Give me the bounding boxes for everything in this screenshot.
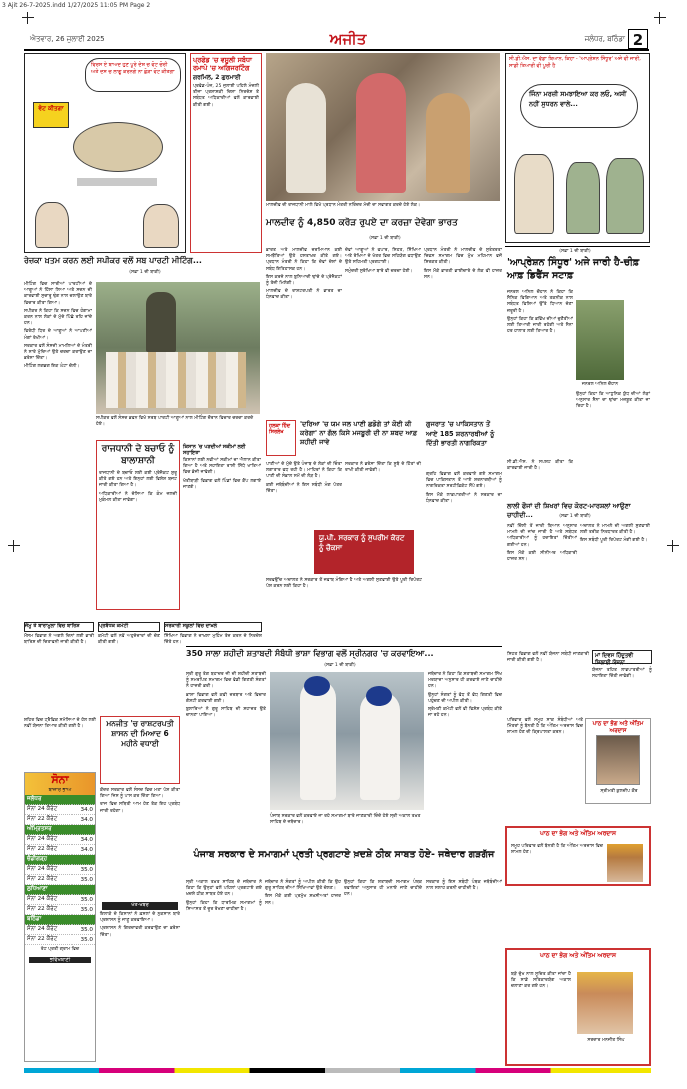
tag-label: ਖੇਤ-ਖਬਰ <box>102 902 178 910</box>
rate-value: 34.0 <box>72 815 95 825</box>
rate-group <box>25 885 95 915</box>
gold-title: ਸੋਨਾ <box>51 773 69 786</box>
story-body: ਮੀਟਿੰਗ ਵਿਚ ਸਾਰੀਆਂ ਪਾਰਟੀਆਂ ਦੇ ਆਗੂਆਂ ਨੇ ਹਿੱਸਾ ਲਿਆ ਅਤੇ ਸਦਨ ਦੀ ਕਾਰਵਾਈ ਸੁਚਾਰੂ ਢੰਗ ਨਾਲ ਚਲਾਉਣ ਬਾਰੇ ਵਿਚਾਰ ਕੀਤਾ ਗਿਆ। ਸਪੀਕਰ ਨੇ ਕਿਹਾ ਕਿ ਸਦਨ ਵਿਚ ਹੰਗਾਮਾ ਕਰਨ ਨਾਲ ਲੋਕਾਂ ਦੇ ਮੁੱਦੇ ਪਿੱਛੇ ਰਹਿ ਜਾਂਦੇ ਹਨ। ਵਿਰੋਧੀ ਧਿਰ ਦੇ ਆਗੂਆਂ ਨੇ ਆਪਣੀਆਂ ਮੰਗਾਂ ਰੱਖੀਆਂ। ਸਰਕਾਰ ਵਲੋਂ ਸੰਸਦੀ ਮਾਮਲਿਆਂ ਦੇ ਮੰਤਰੀ ਨੇ ਸਾਰੇ ਮੁੱਦਿਆਂ ਉਤੇ ਚਰਚਾ ਕਰਾਉਣ ਦਾ ਭਰੋਸਾ ਦਿੱਤਾ। ਮੀਟਿੰਗ ਲਗਭਗ ਇਕ ਘੰਟਾ ਚੱਲੀ। <box>24 282 92 370</box>
right-lower-headline: ਮਾਂ ਦਿਵਸ ਹਿੰਦੂਤਵੀ ਸਿਲਾਈ ਯੋਜਨਾ ... <box>592 650 652 664</box>
headline: ਮਨਜੀਤ 'ਚ ਰਾਸ਼ਟਰਪਤੀ ਸ਼ਾਸਨ ਦੀ ਮਿਆਦ 6 ਮਹੀਨੇ ਵਧਾਈ <box>106 719 174 748</box>
gold-subtitle: ਬਾਜ਼ਾਰ ਭਾਅ <box>48 787 72 793</box>
quote-headline: 'ਦਰਿਆ 'ਚ ਯਮ ਜਲ ਪਾਣੀ ਛਡੋਗੇ ਤਾਂ ਕੋਈ ਕੀ ਕਰੇਗਾ' ਨਾ ਗੱਲ ਕਿਸੇ ਮਜਬੂਰੀ ਦੀ ਨਾ ਸ਼ਬਦ ਆਫ਼ ਸ਼ਹੀਦੀ ਜਾਵੇ <box>300 420 418 446</box>
rate-group-name: ਜਲੰਧਰ <box>25 795 95 805</box>
ad-obituary-2 <box>505 826 651 886</box>
label-box: ਹਲਕਾ ਹਿੰਦ ਸਿਰਲੇਖ <box>266 420 296 456</box>
photo-caption: ਪੰਜਾਬ ਸਰਕਾਰ ਵਲੋਂ ਕਰਵਾਏ ਜਾ ਰਹੇ ਸਮਾਗਮਾਂ ਬਾਰੇ ਜਾਣਕਾਰੀ ਦਿੰਦੇ ਹੋਏ ਸ੍ਰੀ ਅਕਾਲ ਤਖ਼ਤ ਸਾਹਿਬ ਦੇ ਜਥੇਦਾਰ। <box>270 814 421 825</box>
registration-mark <box>8 540 20 552</box>
gold-rates-header <box>25 773 95 795</box>
photo-caption: ਮਾਲਦੀਵ ਦੀ ਰਾਜਧਾਨੀ ਮਾਲੇ ਵਿਖੇ ਪ੍ਰਧਾਨ ਮੰਤਰੀ ਨਰਿੰਦਰ ਮੋਦੀ ਦਾ ਸਵਾਗਤ ਕਰਦੇ ਹੋਏ ਲੋਕ। <box>266 203 421 208</box>
color-bar <box>24 1068 651 1073</box>
photo-caption: ਜਨਰਲ ਅਨਿਲ ਚੌਹਾਨ <box>581 382 619 387</box>
crowd-drawing <box>73 122 163 172</box>
story-meeting <box>190 53 262 253</box>
story-body: ਸੀ.ਡੀ.ਐਸ. ਨੇ ਸਪਸ਼ਟ ਕੀਤਾ ਕਿ ਕਾਰਵਾਈ ਜਾਰੀ ਹੈ। <box>507 460 573 472</box>
story-body: ਸ੍ਰੀ ਗੁਰੂ ਤੇਗ ਬਹਾਦਰ ਜੀ ਦੀ ਸ਼ਹੀਦੀ ਸ਼ਤਾਬਦੀ ਨੂੰ ਸਮਰਪਿਤ ਸਮਾਗਮ ਵਿਚ ਵੱਡੀ ਗਿਣਤੀ ਸੰਗਤਾਂ ਨੇ ਹਾਜ਼ਰੀ ਭਰੀ। ਭਾਸ਼ਾ ਵਿਭਾਗ ਵਲੋਂ ਕਵੀ ਦਰਬਾਰ ਅਤੇ ਵਿਚਾਰ ਗੋਸ਼ਟੀ ਕਰਵਾਈ ਗਈ। ਬੁਲਾਰਿਆਂ ਨੇ ਗੁਰੂ ਸਾਹਿਬ ਦੀ ਸ਼ਹਾਦਤ ਉਤੇ ਚਾਨਣਾ ਪਾਇਆ। <box>186 672 266 719</box>
rate-group-name: ਬਠਿੰਡਾ <box>25 915 95 925</box>
figure-drawing <box>566 162 600 234</box>
srinagar-photo <box>270 672 424 810</box>
rate-group <box>25 825 95 855</box>
story-body: ਸ੍ਰੀ ਅਕਾਲ ਤਖ਼ਤ ਸਾਹਿਬ ਦੇ ਜਥੇਦਾਰ ਨੇ ਕਿਹਾ ਕਿ ਉਨ੍ਹਾਂ ਵਲੋਂ ਪਹਿਲਾਂ ਪ੍ਰਗਟਾਏ ਗਏ ਖ਼ਦਸ਼ੇ ਠੀਕ ਸਾਬਤ ਹੋਏ ਹਨ। ਉਨ੍ਹਾਂ ਕਿਹਾ ਕਿ ਧਾਰਮਿਕ ਸਮਾਗਮਾਂ ਨੂੰ ਸਿਆਸਤ ਤੋਂ ਦੂਰ ਰੱਖਣਾ ਚਾਹੀਦਾ ਹੈ। <box>186 880 262 912</box>
ad-header: ਪਾਠ ਦਾ ਭੋਗ ਅਤੇ ਅੰਤਿਮ ਅਰਦਾਸ <box>592 721 644 734</box>
story-body: ਨਵੀਂ ਦਿੱਲੀ ਤੋਂ ਜਾਰੀ ਬਿਆਨ ਅਨੁਸਾਰ ਮਾਮਲੇ ਦੀ ਜਾਂਚ ਜਾਰੀ ਹੈ ਅਤੇ ਸਬੰਧਤ ਅਧਿਕਾਰੀਆਂ ਨੂੰ ਹਦਾਇਤਾਂ ਦਿੱਤੀਆਂ ਗਈਆਂ ਹਨ। ਇਸ ਮੌਕੇ ਕਈ ਸੀਨੀਅਰ ਅਧਿਕਾਰੀ ਹਾਜ਼ਰ ਸਨ। <box>507 524 577 563</box>
story-body: ਪ੍ਰਧਾਨ ਮੰਤਰੀ ਨੇ ਮਾਲਦੀਵ ਦੇ ਸੁਤੰਤਰਤਾ ਦਿਵਸ ਸਮਾਗਮ ਵਿਚ ਮੁੱਖ ਮਹਿਮਾਨ ਵਜੋਂ ਸ਼ਿਰਕਤ ਕੀਤੀ। ਇਸ ਮੌਕੇ ਭਾਰਤੀ ਭਾਈਚਾਰੇ ਦੇ ਲੋਕ ਵੀ ਹਾਜ਼ਰ ਸਨ। <box>424 248 502 280</box>
jump-line: (ਸਫ਼ਾ 1 ਦੀ ਬਾਕੀ) <box>559 514 591 519</box>
rate-group <box>25 795 95 825</box>
ad-obituary-3 <box>505 948 651 1066</box>
jump-line: (ਸਫ਼ਾ 1 ਦੀ ਬਾਕੀ) <box>129 270 161 275</box>
cartoon-header: ਸੀ.ਡੀ.ਐਸ. ਦਾ ਵੱਡਾ ਬਿਆਨ, ਕਿਹਾ - 'ਆਪ੍ਰੇਸ਼ਨ ਸਿੰਧੂਰ' ਅਜੇ ਵੀ ਜਾਰੀ, ਸਾਡੀ ਤਿਆਰੀ ਵੀ ਪੂਰੀ ਹੈ <box>509 56 641 69</box>
gold-footer: ਰੇਟ ਪ੍ਰਤੀ ਗ੍ਰਾਮ ਵਿਚ <box>40 947 80 952</box>
story-body: ਸਰਕਾਰ ਨੂੰ ਇਸ ਸਬੰਧੀ ਪੰਥਕ ਜਥੇਬੰਦੀਆਂ ਨਾਲ ਸਲਾਹ ਕਰਨੀ ਚਾਹੀਦੀ ਹੈ। <box>426 880 502 892</box>
figure-drawing <box>606 158 644 234</box>
story-body: ਅਦਾਲਤ ਨੇ ਮਾਮਲੇ ਦੀ ਅਗਲੀ ਸੁਣਵਾਈ ਲਈ ਤਰੀਕ ਨਿਰਧਾਰਤ ਕੀਤੀ ਹੈ। ਇਸ ਸਬੰਧੀ ਪੂਰੀ ਰਿਪੋਰਟ ਮੰਗੀ ਗਈ ਹੈ। <box>580 524 650 544</box>
rate-label: ਸੋਨਾ 22 ਕੈਰੇਟ <box>25 815 72 825</box>
story-body: ਉਨ੍ਹਾਂ ਕਿਹਾ ਕਿ ਆਧੁਨਿਕ ਯੁੱਧ ਦੀਆਂ ਲੋੜਾਂ ਅਨੁਸਾਰ ਸੈਨਾ ਦਾ ਢਾਂਚਾ ਮਜ਼ਬੂਤ ਕੀਤਾ ਜਾ ਰਿਹਾ ਹੈ। <box>576 392 650 410</box>
ad-body: ਬੜੇ ਦੁੱਖ ਨਾਲ ਸੂਚਿਤ ਕੀਤਾ ਜਾਂਦਾ ਹੈ ਕਿ ਸਾਡੇ ਸਤਿਕਾਰਯੋਗ ਅਕਾਲ ਚਲਾਣਾ ਕਰ ਗਏ ਹਨ। <box>511 972 571 990</box>
story-body: ਭਾਰਤ ਅਤੇ ਮਾਲਦੀਵ ਦਰਮਿਆਨ ਕਈ ਸਮਝੌਤਿਆਂ ਉਤੇ ਹਸਤਾਖ਼ਰ ਕੀਤੇ ਗਏ। ਪ੍ਰਧਾਨ ਮੰਤਰੀ ਨੇ ਕਿਹਾ ਕਿ ਦੋਵਾਂ ਦੇਸ਼ਾਂ ਦੇ ਸਬੰਧ ਇਤਿਹਾਸਕ ਹਨ। ਇਸ ਕਰਜ਼ੇ ਨਾਲ ਬੁਨਿਆਦੀ ਢਾਂਚੇ ਦੇ ਪ੍ਰੋਜੈਕਟਾਂ ਨੂੰ ਤੇਜ਼ੀ ਮਿਲੇਗੀ। ਮਾਲਦੀਵ ਦੇ ਰਾਸ਼ਟਰਪਤੀ ਨੇ ਭਾਰਤ ਦਾ ਧੰਨਵਾਦ ਕੀਤਾ। <box>266 248 342 301</box>
rate-value: 34.0 <box>72 805 95 815</box>
story-body: ਸਰਕਾਰ ਨੇ ਭਰੋਸਾ ਦਿੱਤਾ ਕਿ ਸੂਬੇ ਦੇ ਹਿੱਤਾਂ ਦੀ ਰਾਖੀ ਕੀਤੀ ਜਾਵੇਗੀ। <box>345 462 421 474</box>
story-body: ਕੇਂਦਰ ਸਰਕਾਰ ਵਲੋਂ ਸੰਸਦ ਵਿਚ ਮਤਾ ਪੇਸ਼ ਕੀਤਾ ਗਿਆ ਜਿਸ ਨੂੰ ਪਾਸ ਕਰ ਦਿੱਤਾ ਗਿਆ। ਰਾਜ ਵਿਚ ਸਥਿਤੀ ਆਮ ਹੋਣ ਤੱਕ ਇਹ ਪ੍ਰਬੰਧ ਜਾਰੀ ਰਹੇਗਾ। <box>100 788 180 814</box>
date-line: ਐਤਵਾਰ, 26 ਜੁਲਾਈ 2025 <box>30 35 105 43</box>
registration-mark <box>667 540 679 552</box>
supreme-badge: ਯੂ.ਪੀ. ਸਰਕਾਰ ਨੂੰ ਸੁਪਰੀਮ ਕੋਰਟ ਨੂੰ ਚੌਕਸਾ <box>314 530 414 574</box>
jump-line: (ਸਫ਼ਾ 1 ਦੀ ਬਾਕੀ) <box>369 236 401 241</box>
story-body: ਜਨਰਲ ਅਨਿਲ ਚੌਹਾਨ ਨੇ ਕਿਹਾ ਕਿ ਸੈਨਿਕ ਵਿਗਿਆਨ ਅਤੇ ਤਕਨੀਕ ਨਾਲ ਸਬੰਧਤ ਵਿਸ਼ਿਆਂ ਉੱਤੇ ਧਿਆਨ ਦੇਣਾ ਜ਼ਰੂਰੀ ਹੈ। ਉਨ੍ਹਾਂ ਕਿਹਾ ਕਿ ਭਵਿੱਖ ਦੀਆਂ ਚੁਣੌਤੀਆਂ ਲਈ ਤਿਆਰੀ ਜਾਰੀ ਰਹੇਗੀ ਅਤੇ ਸੈਨਾ ਹਰ ਹਾਲਾਤ ਲਈ ਤਿਆਰ ਹੈ। <box>507 290 573 335</box>
ad-body: ਸਮੂਹ ਪਰਿਵਾਰ ਵਲੋਂ ਬੇਨਤੀ ਹੈ ਕਿ ਅੰਤਿਮ ਅਰਦਾਸ ਵਿਚ ਸ਼ਾਮਲ ਹੋਣ। <box>511 844 603 856</box>
subhead: ਗਰਮਿਲ, 2 ਗੁਰਮਾਈ <box>193 74 241 81</box>
story-body: ਪ੍ਰਫੋਡ-ਪੰਜ, 25 ਜੁਲਾਈ ਪਹਿਲੇ ਮੰਜ਼ਲੀ ਤੀਜਾ ਪ੍ਰਸ਼ਾਸ਼ਕੀ ਦਿਸ਼ਾ ਨਿਰਦੇਸ਼ ਤੇ ਸਬੰਧਤ ਅਧਿਕਾਰੀਆਂ ਵਲੋਂ ਕਾਰਵਾਈ ਕੀਤੀ ਗਈ। <box>193 84 259 108</box>
bottom-headline: ਪੰਜਾਬ ਸਰਕਾਰ ਦੇ ਸਮਾਗਮਾਂ ਪ੍ਰਤੀ ਪ੍ਰਗਟਾਏ ਖ਼ਦਸ਼ੇ ਠੀਕ ਸਾਬਤ ਹੋਏ- ਜਥੇਦਾਰ ਗੜਗੱਜ <box>193 849 495 860</box>
story-body: ਜਥੇਦਾਰ ਨੇ ਸੰਗਤਾਂ ਨੂੰ ਅਪੀਲ ਕੀਤੀ ਕਿ ਉਹ ਗੁਰੂ ਸਾਹਿਬ ਦੀਆਂ ਸਿੱਖਿਆਵਾਂ ਉਤੇ ਚੱਲਣ। ਇਸ ਮੌਕੇ ਕਈ ਪ੍ਰਮੁੱਖ ਸ਼ਖ਼ਸੀਅਤਾਂ ਹਾਜ਼ਰ ਸਨ। <box>265 880 341 906</box>
ad-header: ਪਾਠ ਦਾ ਭੋਗ ਅਤੇ ਅੰਤਿਮ ਅਰਦਾਸ <box>540 830 616 837</box>
story-body: ਸ਼ਹਿਰ ਵਿਚ ਟ੍ਰੈਫ਼ਿਕ ਸਮੱਸਿਆ ਦੇ ਹੱਲ ਲਈ ਨਵੀਂ ਯੋਜਨਾ ਤਿਆਰ ਕੀਤੀ ਗਈ ਹੈ। <box>24 718 96 730</box>
rate-value: 35.0 <box>72 905 95 915</box>
ad-obituary-1 <box>585 718 651 804</box>
srinagar-headline: 350 ਸਾਲਾ ਸ਼ਹੀਦੀ ਸ਼ਤਾਬਦੀ ਸੰਬੰਧੀ ਭਾਸ਼ਾ ਵਿਭਾਗ ਵਲੋਂ ਸ੍ਰੀਨਗਰ 'ਚ ਕਰਵਾਇਆ... <box>186 649 434 658</box>
speech-bubble: ਵਿਰਸ ਏ ਬਾਅਦ ਹੁਣ ਪੂਰੇ ਦੇਸ਼ ਚ ਵੋਟ ਚੋਰੀ ਅਤੇ ਦਸ ਚ ਲਾਗੂ ਕਰਨਗੇ ਨਾ ਛੋੜਾ ਵੋਟ ਕੀਤਗਾ <box>85 58 181 92</box>
registration-mark <box>22 12 34 24</box>
rate-group <box>25 855 95 885</box>
box-title: ਕਿਸਾਨ 'ਚ ਪੜਦੀਆਂ ਸਕੀਮਾਂ ਲਈ ਸਹਾਇਤਾ <box>183 444 246 456</box>
story-body: ਸਰਵਉੱਚ ਅਦਾਲਤ ਨੇ ਸਰਕਾਰ ਤੋਂ ਜਵਾਬ ਮੰਗਿਆ ਹੈ ਅਤੇ ਅਗਲੀ ਸੁਣਵਾਈ ਉਤੇ ਪੂਰੀ ਰਿਪੋਰਟ ਪੇਸ਼ ਕਰਨ ਲਈ ਕਿਹਾ ਹੈ। <box>266 578 422 590</box>
headline: ਰਾਜਧਾਨੀ ਦੇ ਬਚਾਓ ਨੂੰ ਬਾਲਾਸ਼ਾਨੀ <box>101 444 175 466</box>
kicker: (ਸਫ਼ਾ 1 ਦੀ ਬਾਕੀ) <box>559 249 591 254</box>
rate-value: 35.0 <box>72 865 95 875</box>
story-body: ਸਿਹਤ ਵਿਭਾਗ ਵਲੋਂ ਨਵੀਂ ਯੋਜਨਾ ਸਬੰਧੀ ਜਾਣਕਾਰੀ ਜਾਰੀ ਕੀਤੀ ਗਈ ਹੈ। <box>507 652 589 664</box>
rate-label: ਸੋਨਾ 22 ਕੈਰੇਟ <box>25 845 72 855</box>
rate-label: ਸੋਨਾ 22 ਕੈਰੇਟ <box>25 935 72 945</box>
rate-label: ਸੋਨਾ 24 ਕੈਰੇਟ <box>25 835 72 845</box>
story-body: ਸਿੱਖਿਆ ਵਿਭਾਗ ਨੇ ਦਾਖ਼ਲਾ ਮੁਹਿੰਮ ਤੇਜ਼ ਕਰਨ ਦੇ ਨਿਰਦੇਸ਼ ਦਿੱਤੇ ਹਨ। <box>164 634 262 646</box>
rate-label: ਸੋਨਾ 24 ਕੈਰੇਟ <box>25 925 72 935</box>
story-capital <box>96 440 180 610</box>
rate-value: 35.0 <box>72 925 95 935</box>
small-headline-box: ਪ੍ਰਬੰਧਕ ਕਮੇਟੀ <box>98 622 160 632</box>
portrait-photo <box>596 735 640 785</box>
rate-value: 34.0 <box>72 835 95 845</box>
story-body: ਇਲਾਕੇ ਦੇ ਕਿਸਾਨਾਂ ਨੇ ਫ਼ਸਲਾਂ ਦੇ ਨੁਕਸਾਨ ਬਾਰੇ ਪ੍ਰਸ਼ਾਸਨ ਨੂੰ ਜਾਣੂ ਕਰਵਾਇਆ। ਪ੍ਰਸ਼ਾਸਨ ਨੇ ਗਿਰਦਾਵਰੀ ਕਰਵਾਉਣ ਦਾ ਭਰੋਸਾ ਦਿੱਤਾ। <box>100 912 180 938</box>
right-mid-headline: ਲਾਲੀ ਫੌਜਾਂ ਦੀ ਸ਼ਿਖਰਾਂ ਵਿਚ ਕੋਰਟ-ਮਾਰਸ਼ਲਾਂ ਆਉਣਾ ਚਾਹੀਦੀ... <box>507 502 631 519</box>
rate-value: 35.0 <box>72 875 95 885</box>
rate-value: 35.0 <box>72 895 95 905</box>
story-body: ਪਾਣੀਆਂ ਦੇ ਮੁੱਦੇ ਉਤੇ ਪੰਜਾਬ ਦੇ ਲੋਕਾਂ ਦੀ ਚਿੰਤਾ ਲਗਾਤਾਰ ਵਧ ਰਹੀ ਹੈ। ਮਾਹਿਰਾਂ ਨੇ ਕਿਹਾ ਕਿ ਪਾਣੀ ਦੀ ਸੰਭਾਲ ਸਮੇਂ ਦੀ ਲੋੜ ਹੈ। ਕਈ ਜਥੇਬੰਦੀਆਂ ਨੇ ਇਸ ਸਬੰਧੀ ਮੰਗ ਪੱਤਰ ਦਿੱਤਾ। <box>266 462 342 494</box>
portrait-photo <box>577 972 633 1034</box>
ad-body: ਪਰਿਵਾਰ ਵਲੋਂ ਸਮੂਹ ਸਾਕ ਸੰਬੰਧੀਆਂ ਅਤੇ ਮਿੱਤਰਾਂ ਨੂੰ ਬੇਨਤੀ ਹੈ ਕਿ ਅੰਤਿਮ ਅਰਦਾਸ ਵਿਚ ਸ਼ਾਮਲ ਹੋਣ ਦੀ ਕ੍ਰਿਪਾਲਤਾ ਕਰਨ। <box>507 718 583 736</box>
cartoon-right <box>505 53 650 243</box>
rate-label: ਸੋਨਾ 22 ਕੈਰੇਟ <box>25 875 72 885</box>
masthead: ਅਜੀਤ <box>329 30 367 48</box>
forecast-label: ਭਵਿੱਖਬਾਣੀ <box>29 957 91 963</box>
story-body: ਯੋਜਨਾ ਤਹਿਤ ਲਾਭਪਾਤਰੀਆਂ ਨੂੰ ਸਹਾਇਤਾ ਦਿੱਤੀ ਜਾਵੇਗੀ। <box>592 668 652 680</box>
name-caption: ਸਰਦਾਰ ਮਨਜੀਤ ਸਿੰਘ <box>587 1038 625 1043</box>
header-rule <box>24 49 649 51</box>
rate-label: ਸੋਨਾ 24 ਕੈਰੇਟ <box>25 805 72 815</box>
rate-group <box>25 915 95 945</box>
page-number: 2 <box>628 29 648 49</box>
story-body: ਗ੍ਰਹਿ ਵਿਭਾਗ ਵਲੋਂ ਕਰਵਾਏ ਗਏ ਸਮਾਗਮ ਵਿਚ ਪਾਕਿਸਤਾਨ ਤੋਂ ਆਏ ਸ਼ਰਨਾਰਥੀਆਂ ਨੂੰ ਨਾਗਰਿਕਤਾ ਸਰਟੀਫ਼ਿਕੇਟ ਸੌਂਪੇ ਗਏ। ਇਸ ਮੌਕੇ ਲਾਭਪਾਤਰੀਆਂ ਨੇ ਸਰਕਾਰ ਦਾ ਧੰਨਵਾਦ ਕੀਤਾ। <box>426 472 502 504</box>
rate-label: ਸੋਨਾ 24 ਕੈਰੇਟ <box>25 865 72 875</box>
rate-label: ਸੋਨਾ 22 ਕੈਰੇਟ <box>25 905 72 915</box>
story-left-small <box>100 716 180 784</box>
small-headline-box: ਸਰਕਾਰੀ ਸਕੂਲਾਂ ਵਿਚ ਦਾਖ਼ਲੇ <box>164 622 262 632</box>
pakistan-headline: ਗੁਜਰਾਤ 'ਚ ਪਾਕਿਸਤਾਨ ਤੋਂ ਆਏ 185 ਸ਼ਰਨਾਰਥੀਆਂ ਨੂੰ ਦਿੱਤੀ ਭਾਰਤੀ ਨਾਗਰਿਕਤਾ <box>426 420 495 447</box>
story-body: ਕਮੇਟੀ ਵਲੋਂ ਨਵੇਂ ਅਹੁਦੇਦਾਰਾਂ ਦੀ ਚੋਣ ਕੀਤੀ ਗਈ। <box>98 634 160 646</box>
small-headline-box: ਜੰਮੂ ਤੇ ਬਾਰਾਮੂਲਾ ਵਿਚ ਬਾਰਿਸ਼ <box>24 622 94 632</box>
figure-drawing <box>35 202 69 248</box>
rate-value: 35.0 <box>72 935 95 945</box>
top-photo <box>266 53 500 201</box>
name-caption: ਸ੍ਰੀਮਤੀ ਕੁਲਦੀਪ ਕੌਰ <box>600 789 638 794</box>
rate-group-name: ਲੁਧਿਆਣਾ <box>25 885 95 895</box>
lead-headline: ਮਾਲਦੀਵ ਨੂੰ 4,850 ਕਰੋੜ ਰੁਪਏ ਦਾ ਕਰਜ਼ਾ ਦੇਵੇਗਾ ਭਾਰਤ <box>266 218 458 228</box>
rezhka-headline: ਰੇਜ਼ਕਾ ਖ਼ਤਮ ਕਰਨ ਲਈ ਸਪੀਕਰ ਵਲੋਂ ਸਬ ਪਾਰਟੀ ਮੀਟਿੰਗ... <box>24 256 202 265</box>
portrait-photo <box>607 844 643 882</box>
rate-group-name: ਅੰਮ੍ਰਿਤਸਰ <box>25 825 95 835</box>
story-body: ਕਿਸਾਨਾਂ ਲਈ ਨਵੀਆਂ ਸਕੀਮਾਂ ਦਾ ਐਲਾਨ ਕੀਤਾ ਗਿਆ ਹੈ ਅਤੇ ਸਹਾਇਤਾ ਰਾਸ਼ੀ ਸਿੱਧੇ ਖਾਤਿਆਂ ਵਿਚ ਭੇਜੀ ਜਾਵੇਗੀ। ਖੇਤੀਬਾੜੀ ਵਿਭਾਗ ਵਲੋਂ ਪਿੰਡਾਂ ਵਿਚ ਕੈਂਪ ਲਗਾਏ ਜਾਣਗੇ। <box>183 458 261 490</box>
gold-rates-box <box>24 772 96 1062</box>
story-body: ਮੌਸਮ ਵਿਭਾਗ ਨੇ ਅਗਲੇ ਦਿਨਾਂ ਲਈ ਭਾਰੀ ਬਾਰਿਸ਼ ਦੀ ਚਿਤਾਵਨੀ ਜਾਰੀ ਕੀਤੀ ਹੈ। <box>24 634 94 646</box>
place-line: ਜਲੰਧਰ, ਬਠਿੰਡਾ <box>584 35 625 43</box>
rate-value: 34.0 <box>72 845 95 855</box>
rezhka-photo <box>96 282 260 414</box>
story-body: ਜਥੇਦਾਰ ਨੇ ਕਿਹਾ ਕਿ ਸ਼ਤਾਬਦੀ ਸਮਾਗਮ ਸਿੱਖ ਮਰਯਾਦਾ ਅਨੁਸਾਰ ਹੀ ਕਰਵਾਏ ਜਾਣੇ ਚਾਹੀਦੇ ਹਨ। ਉਨ੍ਹਾਂ ਸੰਗਤਾਂ ਨੂੰ ਵੱਧ ਤੋਂ ਵੱਧ ਗਿਣਤੀ ਵਿਚ ਪਹੁੰਚਣ ਦੀ ਅਪੀਲ ਕੀਤੀ। ਸ਼੍ਰੋਮਣੀ ਕਮੇਟੀ ਵਲੋਂ ਵੀ ਵਿਸ਼ੇਸ਼ ਪ੍ਰਬੰਧ ਕੀਤੇ ਜਾ ਰਹੇ ਹਨ। <box>428 672 502 719</box>
speech-bubble: ਜਿੰਨਾ ਮਰਜ਼ੀ ਸਮਝਾਇਆ ਕਰ ਲਓ, ਅਸੀਂ ਨਹੀਂ ਸੁਧਰਨ ਵਾਲੇ... <box>520 84 638 128</box>
story-body: ਉਨ੍ਹਾਂ ਕਿਹਾ ਕਿ ਸ਼ਤਾਬਦੀ ਸਮਾਗਮ ਪੰਥਕ ਰਵਾਇਤਾਂ ਅਨੁਸਾਰ ਹੀ ਮਨਾਏ ਜਾਣੇ ਚਾਹੀਦੇ ਹਨ। <box>344 880 422 898</box>
bowl-drawing <box>77 178 157 186</box>
ad-header: ਪਾਠ ਦਾ ਭੋਗ ਅਤੇ ਅੰਤਿਮ ਅਰਦਾਸ <box>540 952 616 959</box>
cartoon-left <box>24 53 186 253</box>
cds-photo <box>576 300 624 380</box>
jump-line: (ਸਫ਼ਾ 1 ਦੀ ਬਾਕੀ) <box>324 663 356 668</box>
story-body: ਰਾਜਧਾਨੀ ਦੇ ਬਚਾਓ ਲਈ ਕਈ ਪ੍ਰੋਜੈਕਟ ਸ਼ੁਰੂ ਕੀਤੇ ਗਏ ਹਨ ਅਤੇ ਇਨ੍ਹਾਂ ਲਈ ਵਿਸ਼ੇਸ਼ ਬਜਟ ਜਾਰੀ ਕੀਤਾ ਗਿਆ ਹੈ। ਅਧਿਕਾਰੀਆਂ ਨੇ ਦੱਸਿਆ ਕਿ ਕੰਮ ਜਲਦੀ ਮੁਕੰਮਲ ਕੀਤਾ ਜਾਵੇਗਾ। <box>99 471 177 503</box>
story-body: ਦੋਵਾਂ ਆਗੂਆਂ ਨੇ ਵਪਾਰ, ਸਿਹਤ, ਸਿੱਖਿਆ ਅਤੇ ਰੱਖਿਆ ਦੇ ਖੇਤਰ ਵਿਚ ਸਹਿਯੋਗ ਵਧਾਉਣ ਉਤੇ ਸਹਿਮਤੀ ਪ੍ਰਗਟਾਈ। ਸਮੁੰਦਰੀ ਸੁਰੱਖਿਆ ਬਾਰੇ ਵੀ ਚਰਚਾ ਹੋਈ। <box>345 248 421 274</box>
gold-rates-groups <box>25 795 95 945</box>
vote-sign: ਵੋਟ ਕੀਤਗਾ <box>33 102 69 128</box>
rate-label: ਸੋਨਾ 24 ਕੈਰੇਟ <box>25 895 72 905</box>
headline: ਪ੍ਰਫੋਡ 'ਚ ਵਸੂਲੀ ਸਬੰਧਾ ਰਮਾਪੋ 'ਚ ਅਗਿਜਰਟਿੰਗ <box>193 56 252 72</box>
sindoor-headline: 'ਆਪ੍ਰੇਸ਼ਨ ਸਿੰਧੂਰ' ਅਜੇ ਜਾਰੀ ਹੈ-ਚੀਫ਼ ਆਫ਼ ਡਿਫੈਂਸ ਸਟਾਫ਼ <box>507 257 640 281</box>
photo-caption: ਸਪੀਕਰ ਵਲੋਂ ਸੰਸਦ ਭਵਨ ਵਿਖੇ ਸਰਬ ਪਾਰਟੀ ਆਗੂਆਂ ਨਾਲ ਮੀਟਿੰਗ ਦੌਰਾਨ ਵਿਚਾਰ ਚਰਚਾ ਕਰਦੇ ਹੋਏ। <box>96 416 254 427</box>
figure-drawing <box>514 154 554 234</box>
figure-drawing <box>143 204 179 248</box>
rate-group-name: ਚੰਡੀਗੜ੍ਹ <box>25 855 95 865</box>
registration-mark <box>654 12 666 24</box>
print-slug: 3 Ajit 26-7-2025.indd 1/27/2025 11:05 PM Page 2 <box>2 2 151 9</box>
